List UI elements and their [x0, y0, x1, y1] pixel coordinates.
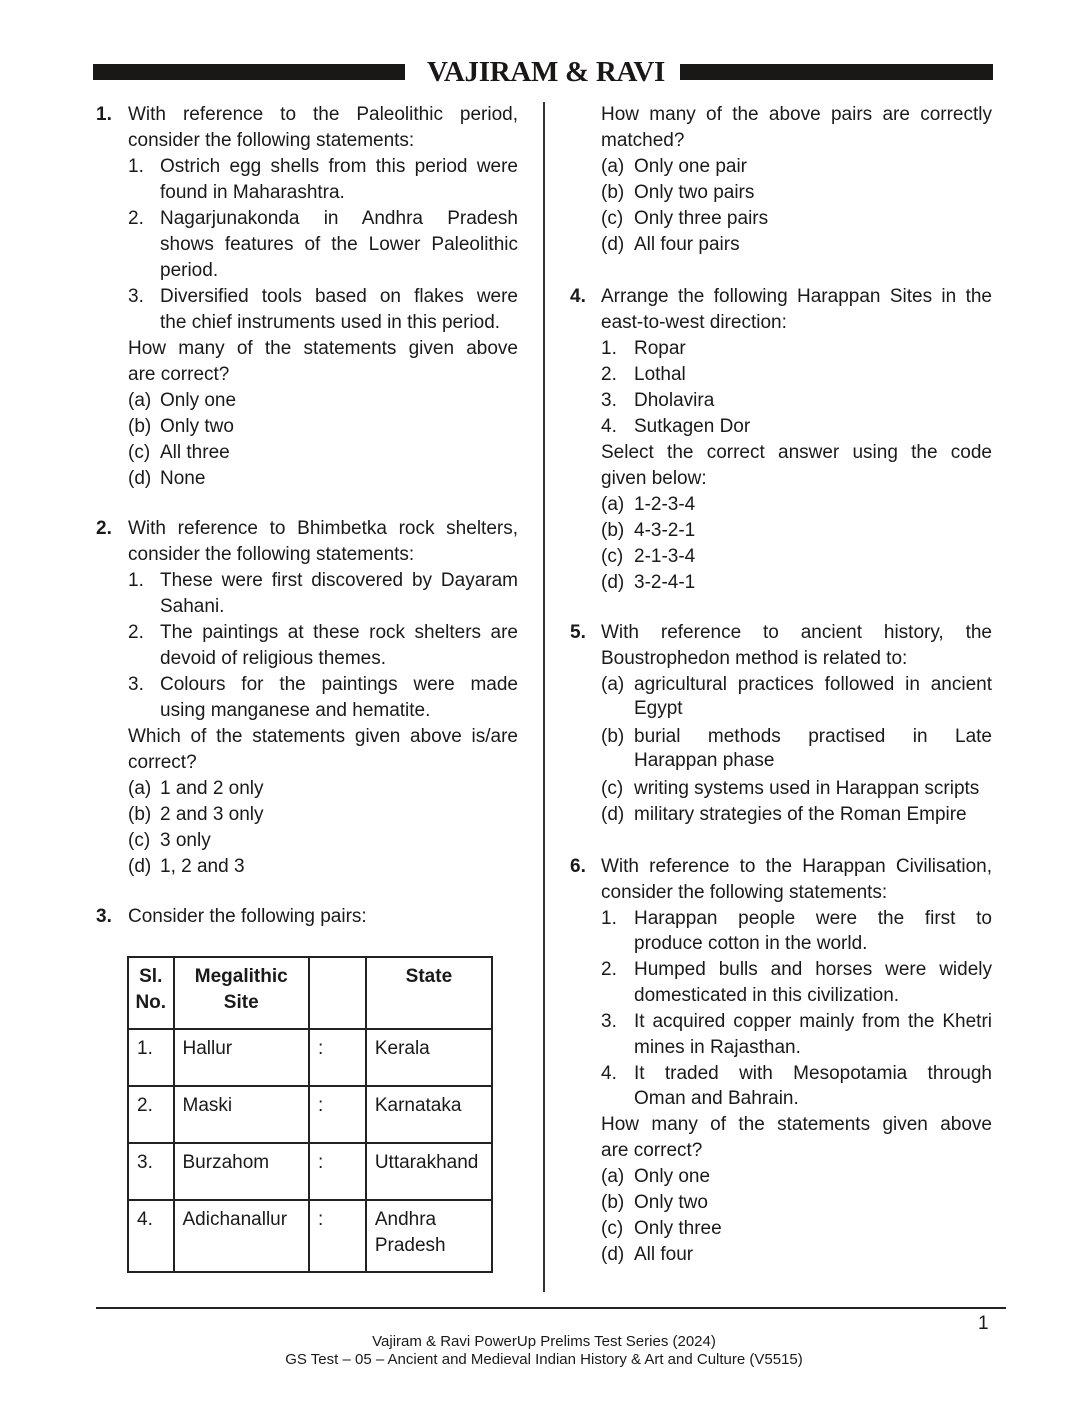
statement-text: It acquired copper mainly from the Khetri	[634, 1011, 992, 1032]
question-prompt: correct?	[128, 752, 197, 773]
statement-number: 1.	[128, 570, 144, 591]
option-label: (c)	[601, 778, 624, 799]
question-prompt: are correct?	[128, 364, 230, 385]
statement-text: These were first discovered by Dayaram	[160, 570, 518, 591]
option-text: agricultural practices followed in ancient	[634, 674, 992, 695]
option-label: (b)	[601, 726, 625, 747]
statement-number: 3.	[128, 674, 144, 695]
cell-state: Uttarakhand	[366, 1143, 492, 1200]
question-stem: With reference to the Paleolithic period,	[128, 104, 518, 125]
question-stem: Consider the following pairs:	[128, 906, 367, 927]
statement-number: 2.	[128, 208, 144, 229]
option-label: (d)	[601, 804, 625, 825]
table-row	[128, 1029, 492, 1086]
option-text: Harappan phase	[634, 750, 775, 771]
cell-sl-no: 3.	[128, 1143, 174, 1200]
header-separator	[309, 957, 366, 1029]
statement-number: 3.	[601, 390, 617, 411]
option-text: Only two pairs	[634, 182, 755, 203]
statement-text: Diversified tools based on flakes were	[160, 286, 518, 307]
question-number: 1.	[96, 104, 112, 125]
question-prompt: Which of the statements given above is/are	[128, 726, 518, 747]
cell-sl-no: 4.	[128, 1200, 174, 1272]
option-label: (a)	[601, 494, 625, 515]
option-text: Only one pair	[634, 156, 748, 177]
option-text: All four pairs	[634, 234, 740, 255]
option-text: military strategies of the Roman Empire	[634, 804, 967, 825]
footer-test-title: GS Test – 05 – Ancient and Medieval Indian History & Art and Culture (V5515)	[285, 1351, 803, 1368]
question-number: 6.	[570, 856, 586, 877]
option-text: 4-3-2-1	[634, 520, 696, 541]
statement-number: 4.	[601, 416, 617, 437]
option-label: (d)	[601, 1244, 625, 1265]
statement-number: 3.	[601, 1011, 617, 1032]
statement-text: The paintings at these rock shelters are	[160, 622, 518, 643]
option-label: (b)	[601, 1192, 625, 1213]
option-text: All three	[160, 442, 230, 463]
option-text: Only one	[160, 390, 237, 411]
statement-number: 1.	[601, 338, 617, 359]
option-label: (c)	[601, 208, 624, 229]
option-label: (d)	[601, 572, 625, 593]
cell-separator: :	[309, 1200, 366, 1272]
option-label: (d)	[601, 234, 625, 255]
question-number: 3.	[96, 906, 112, 927]
cell-sl-no: 1.	[128, 1029, 174, 1086]
question-prompt: How many of the statements given above	[128, 338, 518, 359]
question-stem: east-to-west direction:	[601, 312, 787, 333]
option-text: Only one	[634, 1166, 711, 1187]
option-text: All four	[634, 1244, 694, 1265]
table-row	[128, 1086, 492, 1143]
question-prompt: Select the correct answer using the code	[601, 442, 992, 463]
pairs-table	[127, 956, 493, 1273]
brand-title: VAJIRAM & RAVI	[426, 56, 666, 88]
table-header-row	[128, 957, 492, 1029]
question-stem: consider the following statements:	[128, 544, 415, 565]
statement-text: It traded with Mesopotamia through	[634, 1063, 992, 1084]
header-bar-right	[680, 64, 993, 80]
option-label: (b)	[601, 182, 625, 203]
question-stem: Arrange the following Harappan Sites in the	[601, 286, 992, 307]
question-stem: consider the following statements:	[128, 130, 415, 151]
cell-sl-no: 2.	[128, 1086, 174, 1143]
statement-text: shows features of the Lower Paleolithic	[160, 234, 518, 255]
cell-state: Karnataka	[366, 1086, 492, 1143]
footer-series-title: Vajiram & Ravi PowerUp Prelims Test Series (2024)	[372, 1333, 716, 1350]
option-label: (c)	[128, 830, 151, 851]
option-text: 3-2-4-1	[634, 572, 696, 593]
statement-text: Colours for the paintings were made	[160, 674, 518, 695]
option-text: 1 and 2 only	[160, 778, 264, 799]
header-megalithic-site: Megalithic Site	[174, 957, 309, 1029]
page-number: 1	[978, 1313, 989, 1334]
cell-state: Kerala	[366, 1029, 492, 1086]
question-prompt: How many of the statements given above	[601, 1114, 992, 1135]
cell-separator: :	[309, 1086, 366, 1143]
cell-site: Hallur	[174, 1029, 309, 1086]
option-text: 1, 2 and 3	[160, 856, 245, 877]
question-stem: With reference to the Harappan Civilisation,	[601, 856, 992, 877]
statement-text: Sutkagen Dor	[634, 416, 751, 437]
question-stem: With reference to ancient history, the	[601, 622, 992, 643]
option-text: Only three	[634, 1218, 722, 1239]
cell-site: Maski	[174, 1086, 309, 1143]
statement-text: Humped bulls and horses were widely	[634, 959, 992, 980]
option-label: (a)	[601, 1166, 625, 1187]
statement-text: Harappan people were the first to	[634, 908, 992, 929]
header-state: State	[366, 957, 492, 1029]
statement-number: 2.	[128, 622, 144, 643]
question-prompt: How many of the above pairs are correctly	[601, 104, 992, 125]
cell-site: Burzahom	[174, 1143, 309, 1200]
option-text: Only three pairs	[634, 208, 769, 229]
statement-text: mines in Rajasthan.	[634, 1037, 801, 1058]
table-row	[128, 1200, 492, 1272]
option-label: (b)	[601, 520, 625, 541]
option-label: (d)	[128, 856, 152, 877]
question-number: 4.	[570, 286, 586, 307]
statement-number: 4.	[601, 1063, 617, 1084]
question-stem: Boustrophedon method is related to:	[601, 648, 908, 669]
statement-text: using manganese and hematite.	[160, 700, 431, 721]
cell-state: Andhra Pradesh	[366, 1200, 492, 1272]
option-label: (c)	[601, 1218, 624, 1239]
option-text: burial methods practised in Late	[634, 726, 992, 747]
option-label: (a)	[128, 778, 152, 799]
statement-number: 1.	[128, 156, 144, 177]
statement-number: 2.	[601, 959, 617, 980]
table-row	[128, 1143, 492, 1200]
statement-text: Sahani.	[160, 596, 225, 617]
statement-number: 2.	[601, 364, 617, 385]
statement-text: Dholavira	[634, 390, 715, 411]
question-stem: consider the following statements:	[601, 882, 888, 903]
question-prompt: given below:	[601, 468, 707, 489]
statement-text: Ostrich egg shells from this period were	[160, 156, 518, 177]
option-text: None	[160, 468, 206, 489]
question-number: 2.	[96, 518, 112, 539]
option-label: (b)	[128, 804, 152, 825]
statement-text: Oman and Bahrain.	[634, 1088, 799, 1109]
option-label: (c)	[601, 546, 624, 567]
statement-text: the chief instruments used in this period.	[160, 312, 501, 333]
option-text: 2-1-3-4	[634, 546, 696, 567]
statement-text: Nagarjunakonda in Andhra Pradesh	[160, 208, 518, 229]
option-text: 1-2-3-4	[634, 494, 696, 515]
cell-separator: :	[309, 1143, 366, 1200]
statement-text: domesticated in this civilization.	[634, 985, 900, 1006]
statement-text: Lothal	[634, 364, 686, 385]
statement-text: period.	[160, 260, 219, 281]
option-label: (c)	[128, 442, 151, 463]
option-label: (a)	[601, 156, 625, 177]
cell-site: Adichanallur	[174, 1200, 309, 1272]
question-stem: With reference to Bhimbetka rock shelters,	[128, 518, 518, 539]
footer-rule	[96, 1307, 1006, 1309]
option-text: writing systems used in Harappan scripts	[634, 778, 980, 799]
option-text: Egypt	[634, 698, 683, 719]
option-label: (b)	[128, 416, 152, 437]
option-label: (d)	[128, 468, 152, 489]
question-prompt: are correct?	[601, 1140, 703, 1161]
option-label: (a)	[601, 674, 625, 695]
option-text: Only two	[160, 416, 234, 437]
statement-text: produce cotton in the world.	[634, 933, 868, 954]
option-label: (a)	[128, 390, 152, 411]
statement-text: Ropar	[634, 338, 686, 359]
statement-number: 3.	[128, 286, 144, 307]
cell-separator: :	[309, 1029, 366, 1086]
statement-number: 1.	[601, 908, 617, 929]
option-text: 2 and 3 only	[160, 804, 264, 825]
question-prompt: matched?	[601, 130, 685, 151]
option-text: 3 only	[160, 830, 211, 851]
statement-text: found in Maharashtra.	[160, 182, 345, 203]
header-bar-left	[93, 64, 405, 80]
column-divider	[543, 102, 545, 1292]
option-text: Only two	[634, 1192, 708, 1213]
question-number: 5.	[570, 622, 586, 643]
header-sl-no: Sl. No.	[128, 957, 174, 1029]
statement-text: devoid of religious themes.	[160, 648, 387, 669]
